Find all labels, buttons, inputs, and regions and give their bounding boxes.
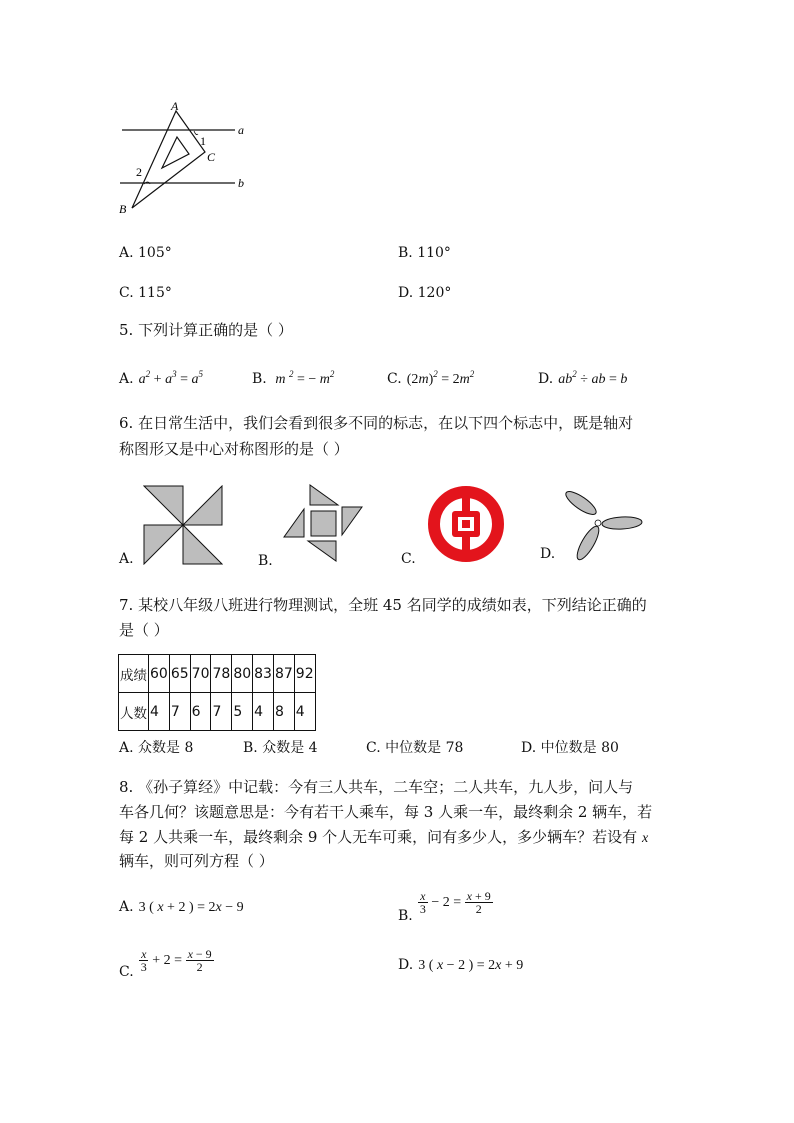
q5-expr-d: $ab^2$ ÷ ab = b: [558, 369, 628, 387]
q8-option-d[interactable]: D. 3 ( x − 2 ) = 2x + 9: [398, 957, 524, 973]
table-cell: 4: [294, 693, 315, 731]
q7-option-a[interactable]: A. 众数是 8: [119, 740, 194, 756]
table-cell: 7: [211, 693, 232, 731]
q8-expr-d: 3 ( x − 2 ) = 2x + 9: [418, 958, 524, 973]
q4-option-d[interactable]: D. 120°: [398, 285, 452, 301]
table-cell: 78: [211, 655, 232, 693]
q7-score-table: [118, 654, 316, 731]
q6-option-d[interactable]: D.: [540, 546, 556, 562]
table-cell: 92: [294, 655, 315, 693]
q6-logo-b-triangles: [282, 483, 366, 563]
q5-option-a[interactable]: A. $a^2 + a^3 = a^5$: [119, 369, 203, 387]
q8-option-a[interactable]: A. 3 ( x + 2 ) = 2x − 9: [119, 899, 244, 915]
q5-option-c[interactable]: C. $(2m)^2 = 2m^2$: [387, 369, 475, 387]
table-cell: 60: [149, 655, 170, 693]
q6-option-a[interactable]: A.: [119, 551, 134, 567]
q5-expr-b: m $^2$ = − $m^2$: [271, 369, 335, 387]
label-1: 1: [200, 134, 206, 148]
table-cell: 70: [190, 655, 211, 693]
q5-option-d[interactable]: D. $ab^2$ ÷ ab = b: [538, 369, 628, 387]
q7-option-d[interactable]: D. 中位数是 80: [521, 740, 619, 756]
q6-option-c[interactable]: C.: [401, 551, 416, 567]
q7-option-b[interactable]: B. 众数是 4: [243, 740, 318, 756]
q7-stem-line1: 7. 某校八年级八班进行物理测试，全班 45 名同学的成绩如表，下列结论正确的: [119, 596, 647, 614]
q5-option-b[interactable]: B. m $^2$ = − $m^2$: [252, 369, 335, 387]
q5-expr-c: $(2m)^2 = 2m^2$: [406, 369, 475, 387]
label-C: C: [207, 150, 216, 164]
q8-expr-b: $\frac{x}{3}$ − 2 = $\frac{x + 9}{2}$: [419, 889, 491, 916]
q7-option-c[interactable]: C. 中位数是 78: [366, 740, 464, 756]
q6-logo-d-propeller: [560, 485, 646, 563]
table-cell: 80: [232, 655, 253, 693]
table-header-count: 人数: [119, 693, 149, 731]
label-A: A: [171, 99, 179, 113]
table-cell: 7: [169, 693, 190, 731]
table-header-scores: 成绩: [119, 655, 149, 693]
q5-stem: 5. 下列计算正确的是（ ）: [119, 321, 293, 339]
q8-option-c[interactable]: C. $\frac{x}{3}$ + 2 = $\frac{x - 9}{2}$: [119, 947, 212, 980]
q4-option-a[interactable]: A. 105°: [119, 245, 172, 261]
table-cell: 8: [273, 693, 294, 731]
q8-stem-line1: 8. 《孙子算经》中记载：今有三人共车，二车空；二人共车，九人步，问人与: [119, 778, 634, 796]
q6-logo-c-bank: [426, 484, 506, 564]
label-a: a: [238, 123, 244, 137]
table-cell: 87: [273, 655, 294, 693]
q4-option-c[interactable]: C. 115°: [119, 285, 172, 301]
table-cell: 4: [149, 693, 170, 731]
q4-figure: [110, 96, 270, 220]
table-cell: 5: [232, 693, 253, 731]
label-b: b: [238, 176, 244, 190]
q8-stem-line2: 车各几何？该题意思是：今有若干人乘车，每 3 人乘一车，最终剩余 2 辆车，若: [119, 803, 653, 821]
q8-stem-line3: 每 2 人共乘一车，最终剩余 9 个人无车可乘，问有多少人，多少辆车？若设有 x: [119, 828, 649, 846]
q5-expr-a: $a^2 + a^3 = a^5$: [138, 369, 203, 387]
triangle-outer: [132, 111, 205, 208]
q4-option-b[interactable]: B. 110°: [398, 245, 451, 261]
q8-expr-a: 3 ( x + 2 ) = 2x − 9: [138, 900, 244, 915]
q8-option-b[interactable]: B. $\frac{x}{3}$ − 2 = $\frac{x + 9}{2}$: [398, 889, 491, 924]
triangle-inner: [162, 137, 189, 168]
table-row: [119, 655, 316, 693]
q8-expr-c: $\frac{x}{3}$ + 2 = $\frac{x - 9}{2}$: [140, 947, 212, 974]
table-cell: 6: [190, 693, 211, 731]
table-row: [119, 693, 316, 731]
q8-stem-line4: 辆车，则可列方程（ ）: [119, 852, 274, 870]
q6-stem-line2: 称图形又是中心对称图形的是（ ）: [119, 440, 349, 458]
table-cell: 83: [253, 655, 274, 693]
table-cell: 4: [253, 693, 274, 731]
q6-option-b[interactable]: B.: [258, 553, 273, 569]
q7-stem-line2: 是（ ）: [119, 621, 169, 639]
angle-1-arc: [194, 131, 198, 135]
label-2: 2: [136, 165, 142, 179]
q6-logo-a-pinwheel: [143, 485, 223, 565]
q6-stem-line1: 6. 在日常生活中，我们会看到很多不同的标志，在以下四个标志中，既是轴对: [119, 414, 634, 432]
table-cell: 65: [169, 655, 190, 693]
label-B: B: [119, 202, 127, 216]
